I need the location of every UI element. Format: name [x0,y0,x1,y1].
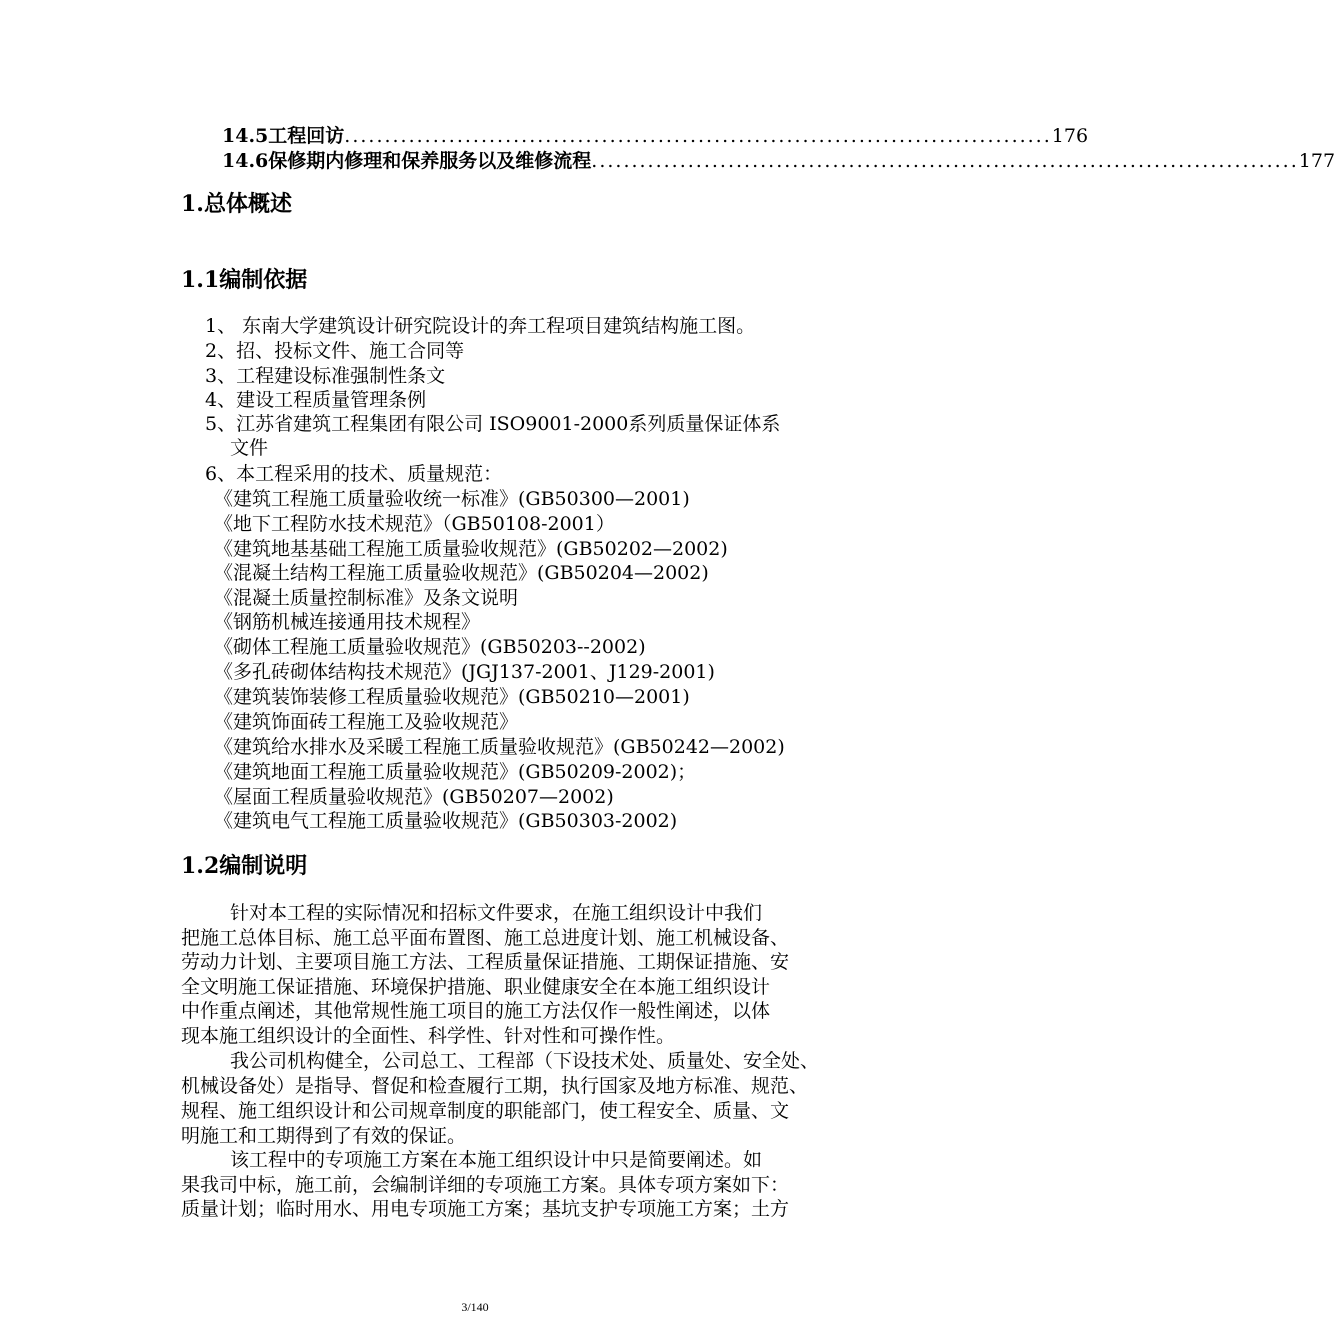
list-item: 1、 东南大学建筑设计研究院设计的奔工程项目建筑结构施工图。 [205,315,756,337]
paragraph-line: 质量计划；临时用水、用电专项施工方案；基坑支护专项施工方案；土方 [181,1198,790,1220]
paragraph-line: 把施工总体目标、施工总平面布置图、施工总进度计划、施工机械设备、 [181,927,790,949]
list-item: 6、本工程采用的技术、质量规范： [205,463,503,485]
paragraph-line: 劳动力计划、主要项目施工方法、工程质量保证措施、工期保证措施、安 [181,951,790,973]
standard-item: 《屋面工程质量验收规范》(GB50207—2002) [214,786,614,808]
toc-entry[interactable] [222,121,1089,147]
toc-leader-dots: ........................................................................................ [344,125,1052,147]
list-item: 5、江苏省建筑工程集团有限公司 ISO9001-2000系列质量保证体系 [205,413,781,435]
paragraph-line: 现本施工组织设计的全面性、科学性、针对性和可操作性。 [181,1025,676,1047]
section-heading-1: 1.总体概述 [181,191,292,217]
standard-item: 《混凝土结构工程施工质量验收规范》(GB50204—2002) [214,562,709,584]
standard-item: 《建筑饰面砖工程施工及验收规范》 [214,711,519,733]
list-item: 3、工程建设标准强制性条文 [205,365,446,387]
standard-item: 《建筑地面工程施工质量验收规范》(GB50209-2002)； [214,761,697,783]
section-heading-1-1: 1.1编制依据 [181,267,308,293]
standard-item: 《建筑给水排水及采暖工程施工质量验收规范》(GB50242—2002) [214,736,785,758]
toc-entry-title: 14.6保修期内修理和保养服务以及维修流程 [222,150,592,172]
paragraph-line: 中作重点阐述，其他常规性施工项目的施工方法仅作一般性阐述，以体 [181,1000,771,1022]
toc-leader-dots: ........................................................................................ [591,150,1299,172]
list-item: 2、招、投标文件、施工合同等 [205,340,465,362]
toc-entry-title: 14.5工程回访 [222,125,345,147]
toc-entry-page: 176 [1051,125,1089,147]
standard-item: 《混凝土质量控制标准》及条文说明 [214,587,519,609]
list-item-continuation: 文件 [230,437,269,459]
paragraph-line: 明施工和工期得到了有效的保证。 [181,1125,467,1147]
standard-item: 《地下工程防水技术规范》（GB50108-2001） [214,513,615,535]
section-heading-1-2: 1.2编制说明 [181,853,308,879]
paragraph-line: 我公司机构健全，公司总工、工程部（下设技术处、质量处、安全处、 [230,1050,820,1072]
paragraph-line: 该工程中的专项施工方案在本施工组织设计中只是简要阐述。如 [230,1149,763,1171]
standard-item: 《多孔砖砌体结构技术规范》(JGJ137-2001、J129-2001) [214,661,715,683]
paragraph-line: 针对本工程的实际情况和招标文件要求，在施工组织设计中我们 [230,902,763,924]
standard-item: 《建筑电气工程施工质量验收规范》(GB50303-2002) [214,810,678,832]
paragraph-line: 规程、施工组织设计和公司规章制度的职能部门，使工程安全、质量、文 [181,1100,790,1122]
standard-item: 《钢筋机械连接通用技术规程》 [214,611,481,633]
toc-entry[interactable] [222,146,1335,172]
list-item: 4、建设工程质量管理条例 [205,389,427,411]
standard-item: 《建筑地基基础工程施工质量验收规范》(GB50202—2002) [214,538,728,560]
page-number: 3/140 [461,1300,489,1314]
standard-item: 《建筑装饰装修工程质量验收规范》(GB50210—2001) [214,686,690,708]
paragraph-line: 机械设备处）是指导、督促和检查履行工期，执行国家及地方标准、规范、 [181,1075,809,1097]
toc-entry-page: 177 [1298,150,1335,172]
paragraph-line: 果我司中标，施工前，会编制详细的专项施工方案。具体专项方案如下： [181,1174,790,1196]
standard-item: 《建筑工程施工质量验收统一标准》(GB50300—2001) [214,488,690,510]
standard-item: 《砌体工程施工质量验收规范》(GB50203--2002) [214,636,646,658]
paragraph-line: 全文明施工保证措施、环境保护措施、职业健康安全在本施工组织设计 [181,976,771,998]
